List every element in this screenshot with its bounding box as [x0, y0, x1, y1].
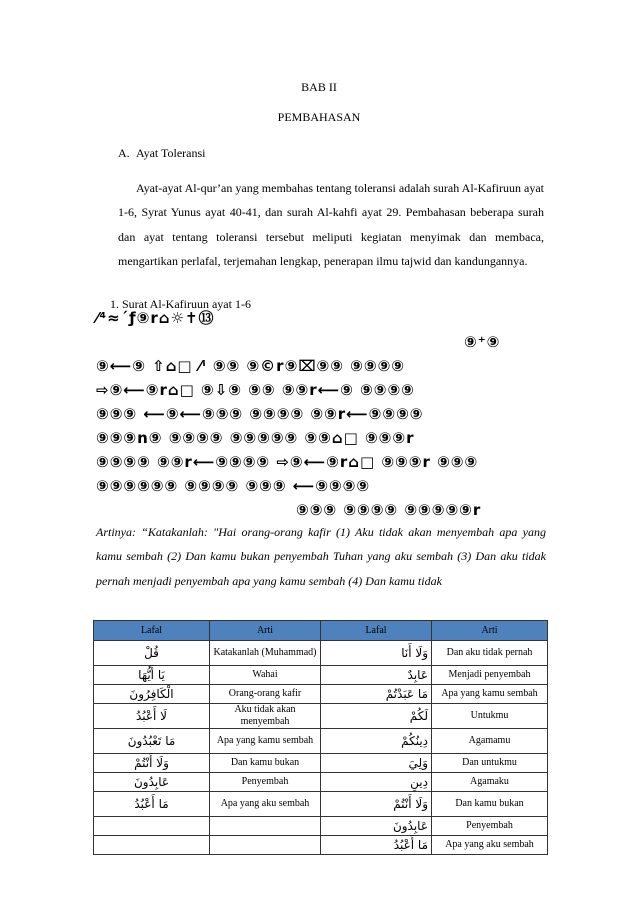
lafal-cell: وَلَا أَنْتُمْ: [94, 754, 210, 773]
table-row: [94, 792, 548, 817]
header-arti-2: Arti: [432, 621, 548, 641]
subsection-1-heading: 1. Surat Al-Kafiruun ayat 1-6: [110, 297, 251, 311]
garbled-line: ⑨⑨⑨ ⟵⑨⟵⑨⑨⑨ ⑨⑨⑨⑨ ⑨⑨r⟵⑨⑨⑨⑨: [96, 405, 424, 423]
arti-cell: Dan kamu bukan: [432, 792, 548, 817]
lafal-cell: دِينِ: [321, 773, 432, 792]
chapter-heading: BAB II: [301, 80, 337, 94]
section-heading: PEMBAHASAN: [277, 110, 361, 124]
lafal-cell: وَلَا أَنَا: [321, 641, 432, 666]
arti-cell: Aku tidak akan menyembah: [210, 704, 321, 729]
table-row: [94, 704, 548, 729]
translation-paragraph: Artinya: “Katakanlah: "Hai orang-orang kafir (1) Aku tidak akan menyembah apa yang kamu sembah (2) Dan kamu bukan penyembah Tuhan yang aku sembah (3) Dan aku tidak pernah menjadi penyembah apa yang kamu sembah (4) Dan kamu tidak: [96, 525, 546, 588]
lafal-cell: قُلْ: [94, 641, 210, 666]
arti-cell: [210, 817, 321, 836]
lafal-cell: يَا أَيُّهَا: [94, 666, 210, 685]
garbled-line: ⑨⑨⑨⑨ ⑨⑨r⟵⑨⑨⑨⑨ ⇨⑨⟵⑨r⌂□ ⑨⑨⑨r ⑨⑨⑨: [96, 453, 479, 471]
lafal-cell: الْكَافِرُونَ: [94, 685, 210, 704]
arti-cell: Apa yang kamu sembah: [210, 729, 321, 754]
lafal-cell: لَا أَعْبُدُ: [94, 704, 210, 729]
arti-cell: Untukmu: [432, 704, 548, 729]
header-lafal-2: Lafal: [321, 621, 432, 641]
table-row: [94, 817, 548, 836]
garbled-line: ⁄⁴≈´ƒ⑨r⌂☼✝⑬: [96, 309, 215, 327]
table-row: [94, 729, 548, 754]
arti-cell: [210, 836, 321, 855]
header-arti-1: Arti: [210, 621, 321, 641]
garbled-line: ⑨⑨⑨n⑨ ⑨⑨⑨⑨ ⑨⑨⑨⑨⑨ ⑨⑨⌂□ ⑨⑨⑨r: [96, 429, 415, 447]
table-row: [94, 685, 548, 704]
garbled-line: ⇨⑨⟵⑨r⌂□ ⑨⇩⑨ ⑨⑨ ⑨⑨r⟵⑨ ⑨⑨⑨⑨: [96, 381, 415, 399]
arti-cell: Agamaku: [432, 773, 548, 792]
lafal-cell: عَابِدُونَ: [321, 817, 432, 836]
lafal-cell: وَلَا أَنْتُمْ: [321, 792, 432, 817]
subsection-a-title: Ayat Toleransi: [136, 146, 206, 160]
arti-cell: Apa yang aku sembah: [210, 792, 321, 817]
arti-cell: Apa yang aku sembah: [432, 836, 548, 855]
lafal-cell: عَابِدٌ: [321, 666, 432, 685]
garbled-line: ⑨⟵⑨ ⇧⌂□ ⁄ⁱ ⑨⑨ ⑨©r⑨⌧⑨⑨ ⑨⑨⑨⑨: [96, 357, 405, 375]
garbled-line: ⑨⑨⑨⑨⑨⑨ ⑨⑨⑨⑨ ⑨⑨⑨ ⟵⑨⑨⑨⑨: [96, 477, 371, 495]
lafal-cell: مَا تَعْبُدُونَ: [94, 729, 210, 754]
table-row: [94, 836, 548, 855]
lafal-cell: مَا أَعْبُدُ: [94, 792, 210, 817]
arti-cell: Penyembah: [432, 817, 548, 836]
lafal-cell: مَا أَعْبُدُ: [321, 836, 432, 855]
subsection-a-number: A.: [118, 146, 130, 160]
lafal-cell: وَلِيَ: [321, 754, 432, 773]
vocabulary-table: [93, 620, 548, 855]
arti-cell: Orang-orang kafir: [210, 685, 321, 704]
arti-cell: Apa yang kamu sembah: [432, 685, 548, 704]
lafal-cell: مَا عَبَدْتُمْ: [321, 685, 432, 704]
table-row: [94, 641, 548, 666]
table-row: [94, 754, 548, 773]
arti-cell: Dan aku tidak pernah: [432, 641, 548, 666]
arti-cell: Agamamu: [432, 729, 548, 754]
arti-cell: Dan untukmu: [432, 754, 548, 773]
arti-cell: Wahai: [210, 666, 321, 685]
table-row: [94, 666, 548, 685]
garbled-line: ⑨⑨⑨ ⑨⑨⑨⑨ ⑨⑨⑨⑨⑨r: [296, 501, 482, 519]
intro-paragraph: Ayat-ayat Al-qur’an yang membahas tentang toleransi adalah surah Al-Kafiruun ayat 1-6, Syrat Yunus ayat 40-41, dan surah Al-kahfi ayat 29. Pembahasan beberapa surah dan ayat tentang toleransi tersebut meliputi kegiatan menyimak dan membaca, mengartikan perlafal, terjemahan lengkap, penerapan ilmu tajwid dan kandungannya.: [118, 181, 544, 268]
lafal-cell: [94, 817, 210, 836]
lafal-cell: عَابِدُونَ: [94, 773, 210, 792]
table-row: [94, 773, 548, 792]
lafal-cell: لَكُمْ: [321, 704, 432, 729]
lafal-cell: [94, 836, 210, 855]
table-header-row: [94, 621, 548, 641]
garbled-line: ⑨⁺⑨: [464, 333, 501, 351]
arti-cell: Dan kamu bukan: [210, 754, 321, 773]
arti-cell: Katakanlah (Muhammad): [210, 641, 321, 666]
arti-cell: Menjadi penyembah: [432, 666, 548, 685]
lafal-cell: دِينُكُمْ: [321, 729, 432, 754]
header-lafal-1: Lafal: [94, 621, 210, 641]
arti-cell: Penyembah: [210, 773, 321, 792]
